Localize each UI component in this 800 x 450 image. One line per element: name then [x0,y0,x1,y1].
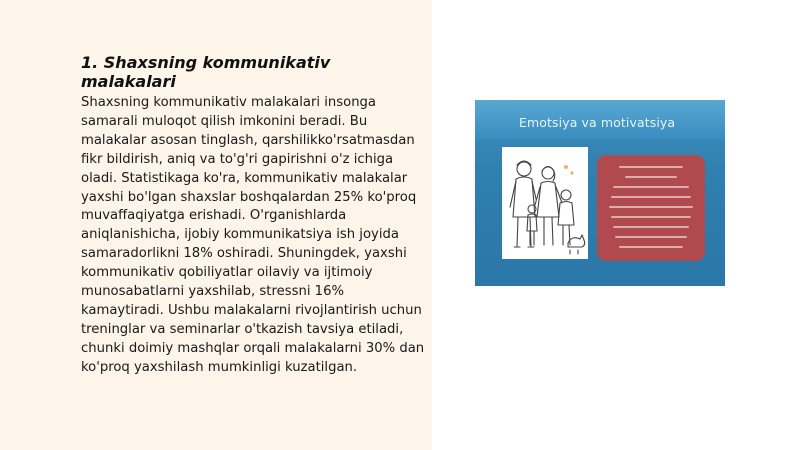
thumbnail-title: Emotsiya va motivatsiya [519,115,676,130]
slide-thumbnail-image [475,100,725,286]
text-line [609,206,693,208]
text-line [615,236,687,238]
family-drawing-icon [502,147,588,259]
text-line [611,216,691,218]
text-line [625,176,677,178]
family-illustration [502,147,588,259]
section-heading: 1. Shaxsning kommunikativ malakalari [81,53,331,91]
section-paragraph: Shaxsning kommunikativ malakalari insonga samarali muloqot qilish imkonini beradi. Bu malakalar asosan tinglash, qarshilikko'rsatmasdan fikr bildirish, aniq va to'g'ri gapirishni o'z ichiga oladi. Statistikaga ko'ra, kommunikativ malakalar yaxshi bo'lgan shaxslar boshqalardan 25% ko'proq muvaffaqiyatga erishadi. O'rganishlarda aniqlanishicha, ijobiy kommunikatsiya ish joyida samaradorlikni 18% oshiradi. Shuningdek, yaxshi kommunikativ qobiliyatlar oilaviy va ijtimoiy munosabatlarni yaxshilab, stressni 16% kamaytiradi. Ushbu malakalarni rivojlantirish uchun treninglar va seminarlar o'tkazish tavsiya etiladi, chunki doimiy mashqlar orqali malakalarni 30% dan ko'proq yaxshilash mumkinligi kuzatilgan. [81,95,425,375]
text-line [613,226,689,228]
text-line [619,166,683,168]
text-line [611,196,691,198]
text-line [619,246,683,248]
text-line [613,186,689,188]
quote-text-box [597,155,705,261]
